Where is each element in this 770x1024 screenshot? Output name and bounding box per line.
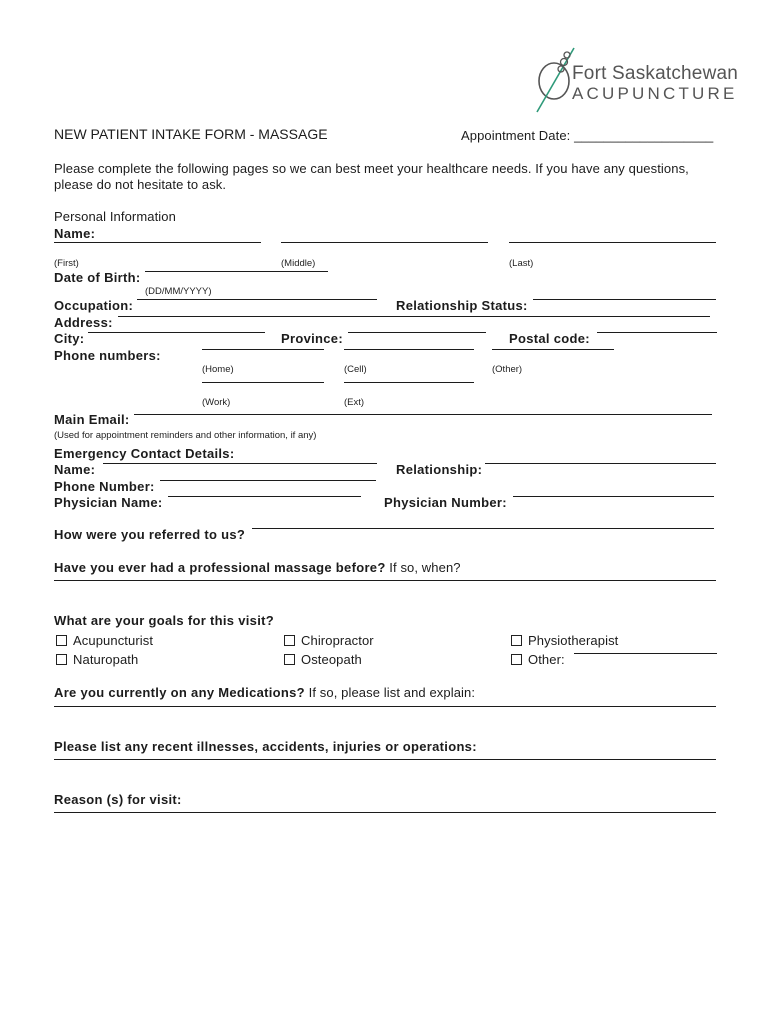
logo-line2: ACUPUNCTURE [572, 84, 738, 103]
emergency-name-field[interactable] [103, 463, 377, 464]
option-chiropractor-label: Chiropractor [301, 633, 374, 648]
medications-answer-field[interactable] [54, 706, 716, 707]
phone-home-field[interactable] [202, 349, 324, 350]
section-personal-info: Personal Information [54, 209, 176, 224]
checkbox-icon[interactable] [511, 654, 522, 665]
province-label: Province: [281, 331, 343, 346]
option-acupuncturist[interactable] [56, 633, 153, 648]
address-field[interactable] [118, 316, 710, 317]
massage-answer-field[interactable] [54, 580, 716, 581]
reason-question: Reason (s) for visit: [54, 792, 182, 807]
dob-hint: (DD/MM/YYYY) [145, 286, 212, 297]
emergency-relationship-field[interactable] [485, 463, 716, 464]
logo-line1: Fort Saskatchewan [572, 63, 739, 84]
phone-numbers-label: Phone numbers: [54, 348, 161, 363]
illness-question: Please list any recent illnesses, accidents, injuries or operations: [54, 739, 477, 754]
option-naturopath-label: Naturopath [73, 652, 139, 667]
province-field[interactable] [348, 332, 486, 333]
phone-cell-field[interactable] [344, 349, 474, 350]
checkbox-icon[interactable] [56, 635, 67, 646]
option-osteopath[interactable] [284, 652, 362, 667]
first-name-field[interactable] [54, 242, 261, 243]
checkbox-icon[interactable] [284, 654, 295, 665]
referred-answer-field[interactable] [252, 528, 714, 529]
occupation-label: Occupation: [54, 298, 134, 313]
medications-question [54, 685, 475, 700]
appointment-date-label[interactable]: Appointment Date: ___________________ [461, 128, 714, 143]
last-name-hint: (Last) [509, 258, 534, 269]
option-physiotherapist[interactable] [511, 633, 618, 648]
illness-answer-field[interactable] [54, 759, 716, 760]
physician-name-field[interactable] [168, 496, 361, 497]
checkbox-icon[interactable] [284, 635, 295, 646]
emergency-relationship-label: Relationship: [396, 462, 483, 477]
middle-name-hint: (Middle) [281, 258, 316, 269]
referred-question: How were you referred to us? [54, 527, 246, 542]
dob-label: Date of Birth: [54, 270, 141, 285]
name-label: Name: [54, 226, 96, 241]
phone-cell-hint: (Cell) [344, 364, 367, 375]
postal-code-field[interactable] [597, 332, 717, 333]
option-other[interactable] [511, 652, 565, 667]
relationship-status-field[interactable] [533, 299, 716, 300]
phone-ext-hint: (Ext) [344, 397, 365, 408]
postal-code-label: Postal code: [509, 331, 590, 346]
medications-question-bold: Are you currently on any Medications? [54, 685, 305, 700]
emergency-contact-title: Emergency Contact Details: [54, 446, 235, 461]
email-hint: (Used for appointment reminders and other information, if any) [54, 430, 317, 441]
option-osteopath-label: Osteopath [301, 652, 362, 667]
option-chiropractor[interactable] [284, 633, 374, 648]
dob-field[interactable] [145, 271, 328, 272]
option-acupuncturist-label: Acupuncturist [73, 633, 154, 648]
phone-work-hint: (Work) [202, 397, 231, 408]
checkbox-icon[interactable] [56, 654, 67, 665]
intro-text: Please complete the following pages so we can best meet your healthcare needs. If you have any questions, [54, 161, 689, 176]
emergency-phone-field[interactable] [160, 480, 376, 481]
option-physiotherapist-label: Physiotherapist [528, 633, 619, 648]
form-title: NEW PATIENT INTAKE FORM - MASSAGE [54, 126, 328, 142]
middle-name-field[interactable] [281, 242, 488, 243]
phone-ext-field[interactable] [344, 382, 474, 383]
physician-number-field[interactable] [513, 496, 714, 497]
reason-answer-field[interactable] [54, 812, 716, 813]
physician-number-label: Physician Number: [384, 495, 507, 510]
address-label: Address: [54, 315, 113, 330]
checkbox-icon[interactable] [511, 635, 522, 646]
phone-other-hint: (Other) [492, 364, 523, 375]
emergency-phone-label: Phone Number: [54, 479, 155, 494]
massage-question-rest: If so, when? [385, 560, 461, 575]
occupation-field[interactable] [137, 299, 377, 300]
option-naturopath[interactable] [56, 652, 138, 667]
city-field[interactable] [88, 332, 265, 333]
emergency-name-label: Name: [54, 462, 96, 477]
physician-name-label: Physician Name: [54, 495, 163, 510]
main-email-label: Main Email: [54, 412, 130, 427]
goals-question: What are your goals for this visit? [54, 613, 274, 628]
relationship-status-label: Relationship Status: [396, 298, 528, 313]
first-name-hint: (First) [54, 258, 79, 269]
last-name-field[interactable] [509, 242, 716, 243]
intro-text-2: please do not hesitate to ask. [54, 177, 227, 192]
option-other-label: Other: [528, 652, 565, 667]
massage-question-bold: Have you ever had a professional massage before? [54, 560, 386, 575]
other-goal-field[interactable] [574, 653, 717, 654]
phone-other-field[interactable] [492, 349, 614, 350]
massage-question [54, 560, 461, 575]
phone-home-hint: (Home) [202, 364, 234, 375]
phone-work-field[interactable] [202, 382, 324, 383]
city-label: City: [54, 331, 85, 346]
medications-question-rest: If so, please list and explain: [304, 685, 476, 700]
main-email-field[interactable] [134, 414, 712, 415]
